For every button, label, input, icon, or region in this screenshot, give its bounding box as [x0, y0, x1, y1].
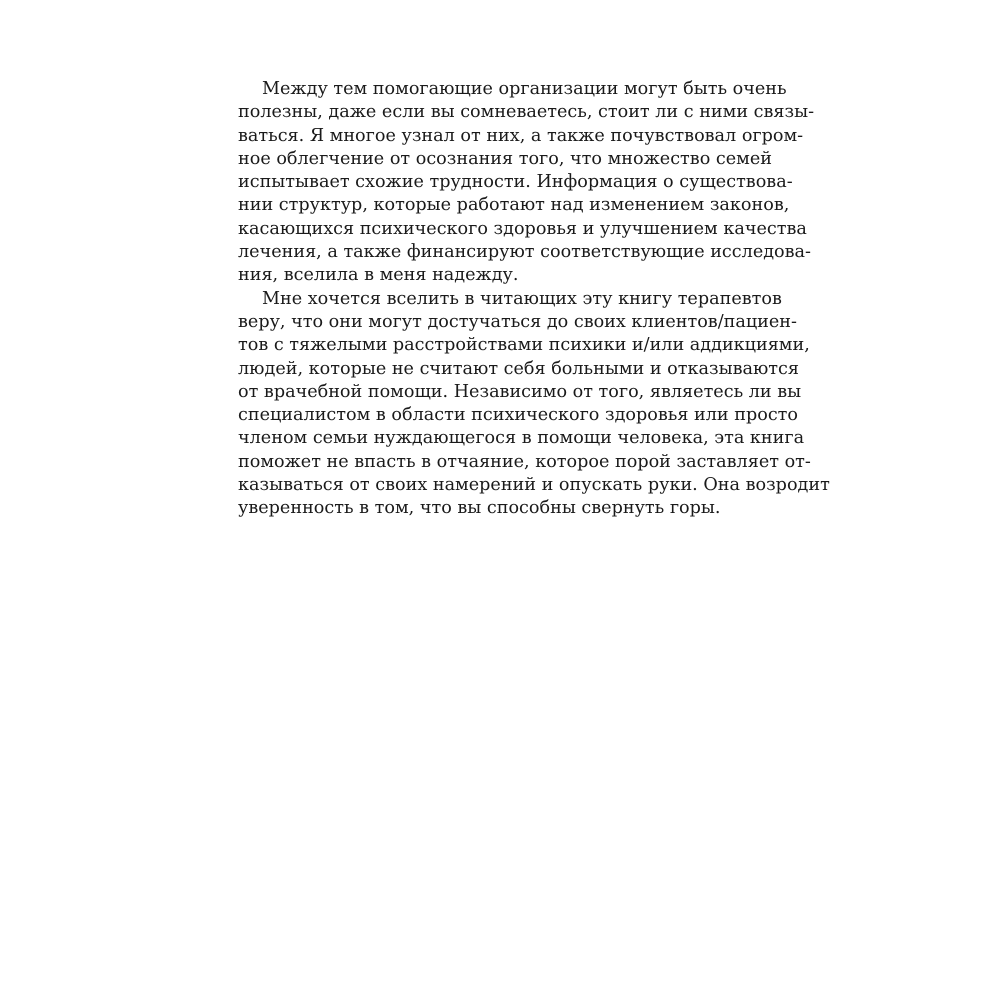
- text-line: ное облегчение от осознания того, что множество семей: [238, 148, 772, 169]
- text-line: касающихся психического здоровья и улучшением качества: [238, 218, 807, 239]
- text-line: веру, что они могут достучаться до своих клиентов/пациен-: [238, 311, 797, 332]
- text-line: лечения, а также финансируют соответствующие исследова-: [238, 242, 811, 263]
- text-line: от врачебной помощи. Независимо от того, являетесь ли вы: [238, 381, 802, 402]
- text-line: Мне хочется вселить в читающих эту книгу терапевтов: [262, 288, 782, 309]
- text-line: специалистом в области психического здоровья или просто: [238, 405, 799, 426]
- text-line: ния, вселила в меня надежду.: [238, 265, 519, 286]
- paragraph-2: [238, 288, 830, 521]
- text-line: казываться от своих намерений и опускать руки. Она возродит: [238, 475, 830, 496]
- text-line: людей, которые не считают себя больными и отказываются: [238, 358, 799, 379]
- text-line: испытывает схожие трудности. Информация о существова-: [238, 172, 793, 193]
- body-text: [238, 78, 830, 521]
- text-line: поможет не впасть в отчаяние, которое порой заставляет от-: [238, 451, 811, 472]
- text-line: полезны, даже если вы сомневаетесь, стоит ли с ними связы-: [238, 102, 815, 123]
- text-line: членом семьи нуждающегося в помощи человека, эта книга: [238, 428, 805, 449]
- text-line: Между тем помогающие организации могут быть очень: [262, 79, 787, 99]
- paragraph-1: [238, 78, 815, 288]
- text-line: нии структур, которые работают над изменением законов,: [238, 195, 790, 216]
- text-line: уверенность в том, что вы способны свернуть горы.: [238, 498, 721, 519]
- text-line: ваться. Я многое узнал от них, а также почувствовал огром-: [238, 125, 804, 146]
- text-line: тов с тяжелыми расстройствами психики и/или аддикциями,: [238, 335, 810, 356]
